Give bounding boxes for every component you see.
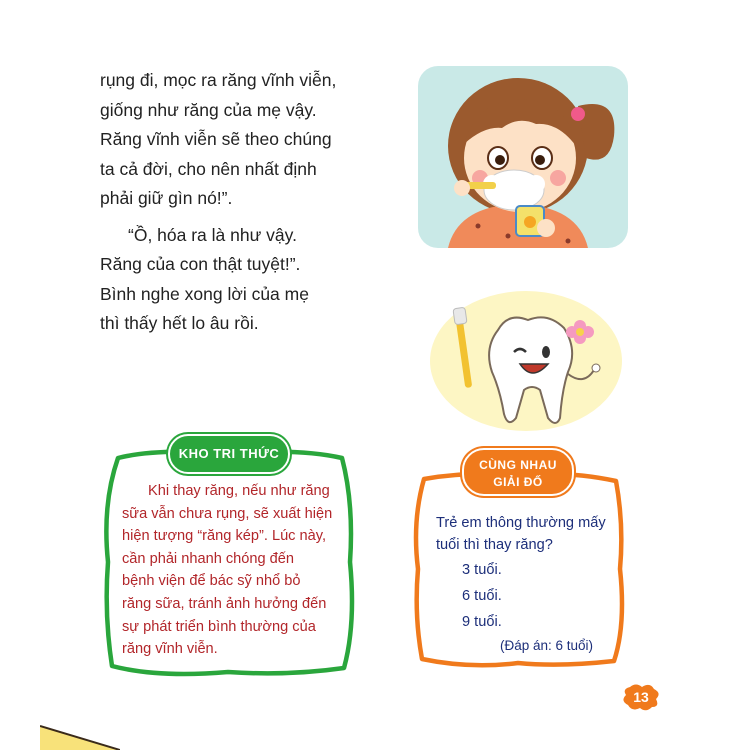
decorative-corner-icon [40,712,120,750]
kho-line: hiện tượng “răng kép”. Lúc này, [122,528,327,545]
story-line: giống như răng của mẹ vậy. [100,99,317,120]
girl-brushing-teeth-illustration [418,66,628,248]
kho-line: Khi thay răng, nếu như răng [148,483,330,499]
girl-illustration-svg [418,66,628,248]
story-paragraph-1 [100,66,360,214]
riddle-question [436,512,616,556]
cung-nhau-giai-do-title [462,448,574,496]
story-line: “Ồ, hóa ra là như vậy. [128,224,297,245]
kho-line: cần phải nhanh chóng đến [122,550,295,567]
cung-title-line2: GIẢI ĐỐ [493,475,543,489]
kho-line: răng sữa, tránh ảnh hưởng đến [122,595,327,612]
question-line: Trẻ em thông thường mấy [436,515,606,531]
kho-line: bệnh viện để bác sỹ nhổ bỏ [122,573,301,590]
riddle-answer: (Đáp án: 6 tuổi) [500,638,594,653]
kho-line: sự phát triển bình thường của [122,618,316,635]
kho-tri-thuc-text [122,480,340,661]
question-line: tuổi thì thay răng? [436,537,553,553]
story-line: Bình nghe xong lời của mẹ [100,283,309,304]
riddle-option: 3 tuổi. [462,562,502,578]
story-text [100,66,360,339]
story-line: Răng của con thật tuyệt!”. [100,254,301,274]
story-paragraph-2 [100,221,360,339]
story-line: phải giữ gìn nó!”. [100,188,233,208]
kho-tri-thuc-title: KHO TRI THỨC [168,434,290,474]
riddle-option: 9 tuổi. [462,614,502,630]
cung-title-line1: CÙNG NHAU [479,458,557,472]
page-number: 13 [633,689,649,705]
riddle-option: 6 tuổi. [462,588,502,604]
story-line: Răng vĩnh viễn sẽ theo chúng [100,129,332,149]
tooth-illustration-svg [428,290,624,432]
kho-line: sữa vẫn chưa rụng, sẽ xuất hiện [122,505,333,522]
smiling-tooth-illustration [428,290,624,432]
story-line: ta cả đời, cho nên nhất định [100,158,317,179]
story-line: thì thấy hết lo âu rồi. [100,313,259,333]
story-line: rụng đi, mọc ra răng vĩnh viễn, [100,70,337,90]
kho-line: răng vĩnh viễn. [122,641,218,658]
